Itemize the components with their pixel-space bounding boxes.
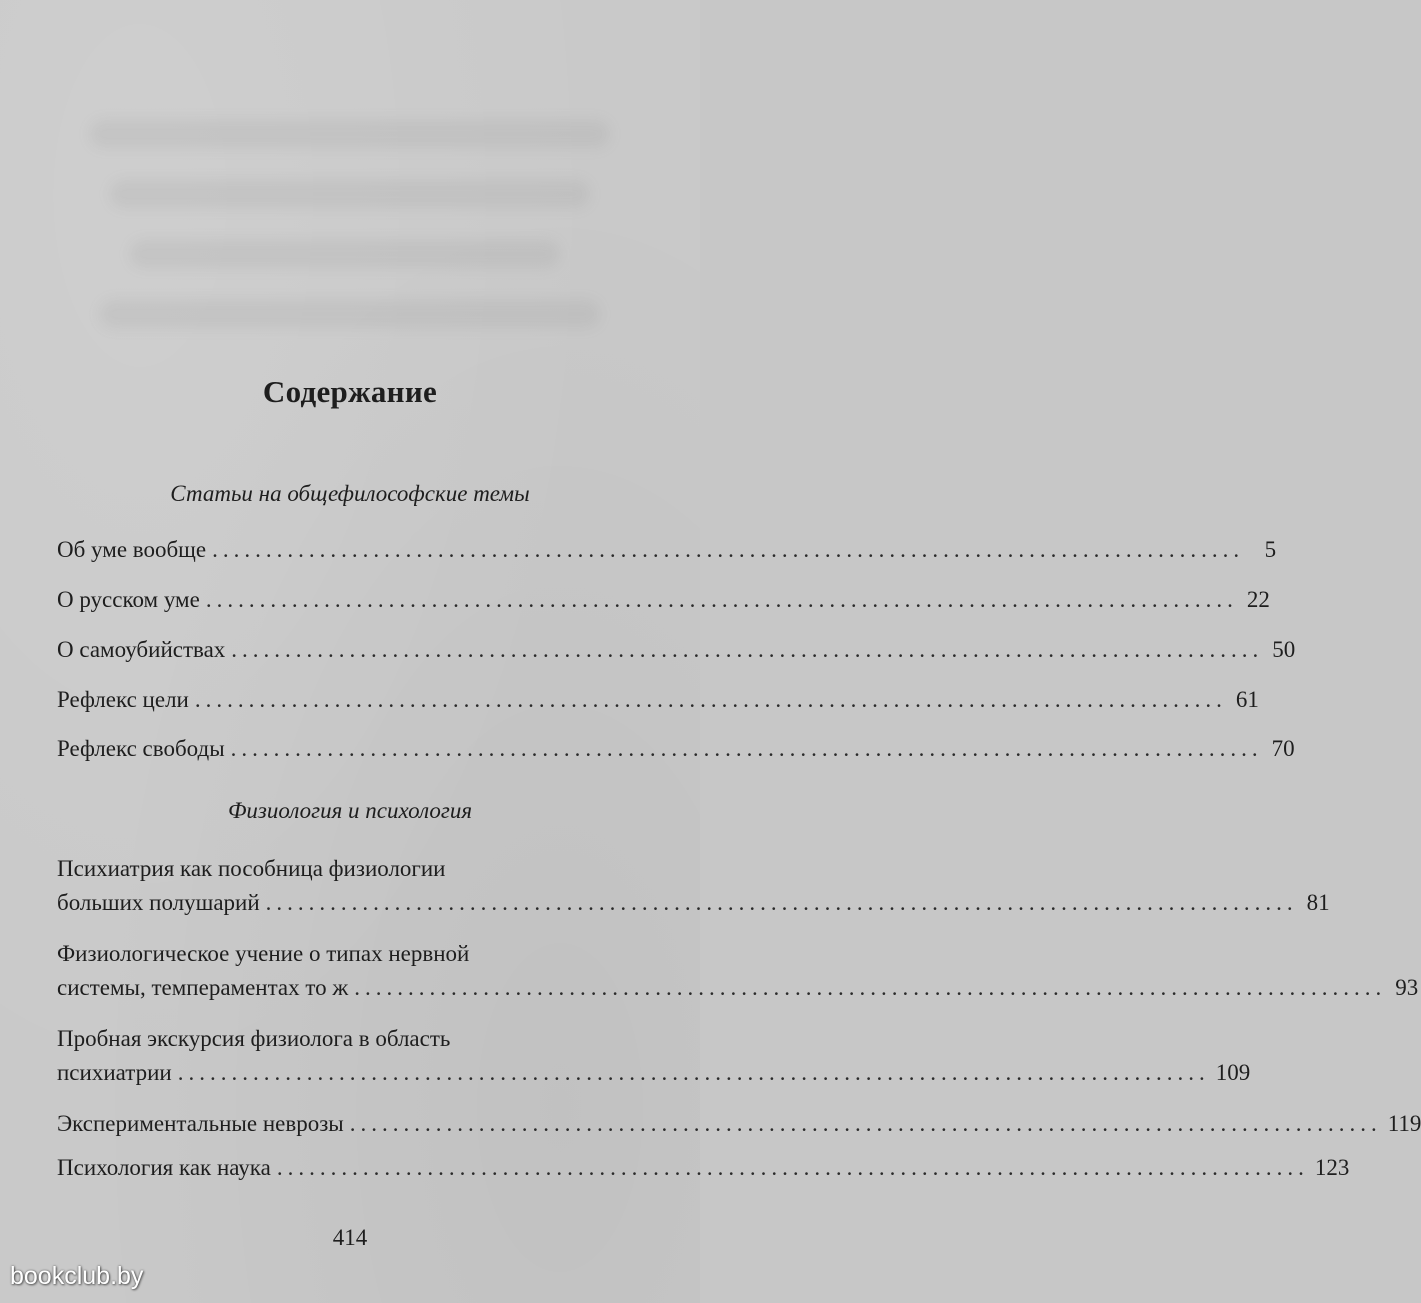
contents-title: Содержание [262, 374, 438, 409]
toc-entry-page: 5 [1264, 537, 1277, 562]
section-heading-general-philosophy: Статьи на общефилософские темы [170, 481, 530, 506]
leader-dots: ................................................................................................ [354, 975, 1387, 1000]
toc-entry[interactable] [57, 683, 1259, 717]
page-number: 414 [332, 1225, 368, 1250]
toc-entry-title: Рефлекс цели [57, 687, 189, 712]
toc-entry-title: О русском уме [57, 587, 200, 612]
toc-entry-title: Экспериментальные неврозы [57, 1111, 344, 1136]
toc-entry-page: 70 [1271, 736, 1295, 761]
toc-entry-page: 93 [1395, 975, 1419, 1000]
toc-entry[interactable] [57, 732, 1295, 766]
leader-dots: ................................................................................................ [194, 687, 1227, 712]
toc-entry-title: Психология как наука [57, 1155, 271, 1180]
toc-entry-title: больших полушарий [57, 890, 260, 915]
toc-entry-page: 119 [1387, 1111, 1421, 1136]
watermark: bookclub.by [10, 1262, 144, 1290]
toc-entry-page: 81 [1306, 890, 1330, 915]
show-through-text [90, 120, 610, 148]
toc-entry-page: 50 [1272, 637, 1296, 662]
toc-entry[interactable] [57, 1107, 1421, 1141]
toc-entry[interactable] [57, 633, 1296, 667]
toc-entry-title: О самоубийствах [57, 637, 226, 662]
leader-dots: ................................................................................................ [177, 1060, 1210, 1085]
toc-entry-page: 109 [1215, 1060, 1251, 1085]
leader-dots: ................................................................................................ [205, 587, 1238, 612]
leader-dots: ................................................................................................ [349, 1111, 1382, 1136]
section-heading-physiology-psychology: Физиология и психология [227, 798, 473, 823]
toc-entry-title-line: Физиологическое учение о типах нервной [57, 941, 470, 966]
leader-dots: ................................................................................................ [230, 736, 1263, 761]
toc-entry-title: Рефлекс свободы [57, 736, 225, 761]
toc-entry-title-line: Психиатрия как пособница физиологии [57, 856, 446, 881]
toc-entry[interactable] [57, 937, 1419, 1005]
toc-entry[interactable] [57, 1022, 1251, 1090]
toc-entry[interactable] [57, 1151, 1350, 1185]
toc-entry-title: системы, темпераментах то ж [57, 975, 349, 1000]
toc-entry-page: 123 [1314, 1155, 1350, 1180]
leader-dots: ................................................................................................ [276, 1155, 1309, 1180]
toc-entry-page: 22 [1246, 587, 1270, 612]
toc-entry-title: психиатрии [57, 1060, 172, 1085]
show-through-text [110, 180, 590, 208]
toc-entry-page: 61 [1235, 687, 1259, 712]
toc-entry[interactable] [57, 583, 1270, 617]
show-through-text [100, 300, 600, 328]
toc-entry[interactable] [57, 533, 1277, 567]
leader-dots: ................................................................................................ [212, 537, 1245, 562]
leader-dots: ................................................................................................ [231, 637, 1264, 662]
leader-dots: ................................................................................................ [265, 890, 1298, 915]
toc-entry[interactable] [57, 852, 1330, 920]
toc-entry-title-line: Пробная экскурсия физиолога в область [57, 1026, 451, 1051]
show-through-text [130, 240, 560, 268]
toc-entry-title: Об уме вообще [57, 537, 207, 562]
